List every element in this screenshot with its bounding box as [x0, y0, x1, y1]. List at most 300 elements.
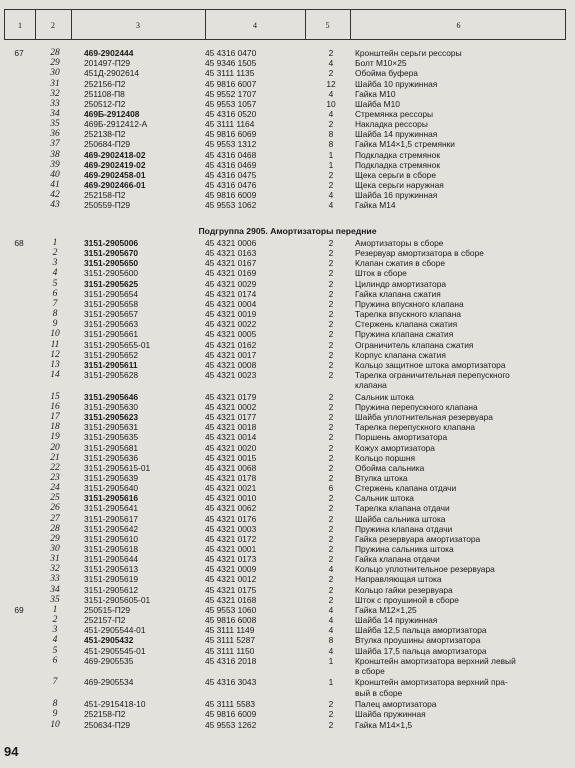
item-number: 17 [50, 412, 60, 422]
table-row [0, 109, 575, 119]
header-col-1: 1 [18, 21, 22, 30]
quantity: 2 [328, 119, 334, 130]
quantity: 2 [328, 472, 334, 483]
quantity: 2 [328, 258, 334, 269]
part-name: Подкладка стремянок [355, 149, 440, 160]
quantity: 2 [328, 442, 334, 453]
quantity: 2 [328, 719, 334, 730]
table-header [4, 9, 566, 40]
quantity: 12 [326, 78, 336, 89]
item-number: 38 [50, 149, 60, 160]
catalog-code: 45 4321 0019 [205, 309, 257, 319]
catalog-code: 45 4321 0173 [205, 554, 257, 565]
part-number: 3151-2905612 [84, 584, 139, 595]
catalog-code: 45 4321 0174 [205, 288, 257, 299]
table-row [0, 595, 575, 605]
subgroup-title: Подгруппа 2905. Амортизаторы передние [198, 226, 377, 236]
part-name: Стержень клапана сжатия [355, 319, 458, 330]
table-row [0, 258, 575, 268]
catalog-code: 45 4321 0168 [205, 594, 257, 605]
part-number: 3151-2905617 [84, 513, 139, 524]
quantity: 4 [328, 564, 334, 575]
item-number: 39 [50, 159, 60, 170]
part-number: 3151-2905615-01 [84, 462, 151, 473]
table-row [0, 129, 575, 139]
part-name: Щека серьги наружная [355, 180, 444, 190]
quantity: 2 [328, 523, 334, 534]
part-number: 3151-2905610 [84, 533, 139, 544]
item-number: 40 [50, 169, 60, 180]
quantity: 2 [328, 268, 334, 279]
table-row [0, 524, 575, 534]
catalog-code: 45 4316 0470 [205, 48, 257, 58]
table-row [0, 677, 575, 687]
table-row [0, 99, 575, 109]
part-number: 3151-2905657 [84, 309, 139, 319]
item-number: 14 [50, 369, 60, 380]
catalog-code: 45 4321 0017 [205, 349, 257, 360]
item-number: 13 [50, 359, 60, 370]
part-number: 469-2902444 [84, 48, 134, 58]
part-name: Шайба пружинная [355, 709, 426, 720]
table-row [0, 473, 575, 483]
part-number: 250634-П29 [84, 719, 131, 730]
part-number: 3151-2905631 [84, 422, 139, 433]
part-number: 3151-2905625 [84, 278, 139, 289]
catalog-code: 45 9816 6009 [205, 709, 257, 720]
quantity: 2 [328, 462, 334, 473]
catalog-code: 45 9816 6007 [205, 78, 257, 89]
item-number: 8 [52, 699, 58, 710]
item-number: 3 [52, 625, 58, 636]
item-number: 5 [52, 278, 58, 289]
item-number: 24 [50, 483, 60, 494]
catalog-code: 45 4321 0020 [205, 442, 257, 453]
catalog-code: 45 4321 0003 [205, 523, 257, 534]
part-number: 3151-2905661 [84, 329, 139, 340]
part-number: 451-2905544-01 [84, 625, 146, 636]
part-number: 469-2902419-02 [84, 159, 146, 170]
quantity: 1 [328, 677, 334, 688]
table-row [0, 170, 575, 180]
quantity: 4 [328, 200, 334, 211]
table-row [0, 605, 575, 615]
table-row [0, 709, 575, 719]
part-name: Пружина сальника штока [355, 544, 454, 554]
table-row [0, 534, 575, 544]
part-name: Амортизаторы в сборе [355, 238, 444, 248]
part-number: 3151-2905652 [84, 349, 139, 360]
quantity: 4 [328, 58, 334, 69]
catalog-code: 45 4321 0009 [205, 564, 257, 575]
part-name: Пружина клапана сжатия [355, 329, 454, 340]
quantity: 2 [328, 298, 334, 309]
table-row [0, 503, 575, 513]
part-number: 3151-2905613 [84, 564, 139, 575]
part-name: Шайба М10 [355, 98, 400, 109]
catalog-code: 45 4321 0006 [205, 238, 257, 248]
part-number: 250512-П2 [84, 98, 126, 109]
table-row [0, 58, 575, 68]
part-name: Шайба 14 пружинная [355, 129, 438, 140]
part-number: 252158-П2 [84, 709, 126, 720]
catalog-code: 45 4321 0029 [205, 278, 257, 289]
part-number: 252138-П2 [84, 129, 126, 140]
catalog-code: 45 4321 0167 [205, 258, 257, 269]
quantity: 2 [328, 493, 334, 504]
part-number: 3151-2905650 [84, 258, 139, 269]
table-row [0, 340, 575, 350]
catalog-code: 45 9346 1505 [205, 58, 257, 69]
table-row [0, 564, 575, 574]
item-number: 32 [50, 564, 60, 575]
part-number: 251108-П8 [84, 88, 125, 99]
item-number: 33 [50, 98, 60, 109]
part-name: Сальник штока [355, 493, 414, 504]
header-col-4: 4 [253, 21, 257, 30]
part-number: 3151-2905616 [84, 493, 139, 504]
part-name: Сальник штока [355, 391, 414, 402]
item-number: 29 [50, 58, 60, 69]
catalog-code: 45 4321 0062 [205, 503, 257, 514]
catalog-code: 45 4321 0002 [205, 401, 257, 412]
part-name: Шайба уплотнительная резервуара [355, 412, 493, 422]
item-number: 15 [50, 391, 60, 402]
catalog-code: 45 4321 0172 [205, 533, 257, 544]
item-number: 33 [50, 574, 60, 585]
part-number: 469Б-2912408 [84, 108, 140, 119]
part-name: Болт М10×25 [355, 58, 407, 69]
item-number: 12 [50, 349, 60, 360]
part-number: 3151-2905642 [84, 523, 139, 534]
part-name: Пружина клапана отдачи [355, 523, 453, 534]
item-number: 37 [50, 139, 60, 150]
catalog-code: 45 4321 0176 [205, 513, 257, 524]
table-row [0, 248, 575, 258]
quantity: 4 [328, 615, 334, 625]
item-number: 36 [50, 129, 60, 140]
table-row [0, 160, 575, 170]
quantity: 2 [328, 513, 334, 524]
quantity: 2 [328, 452, 334, 463]
catalog-code: 45 9816 6008 [205, 615, 257, 625]
item-number: 28 [50, 523, 60, 534]
table-row [0, 200, 575, 210]
part-name: Гайка М14×1,5 стремянки [355, 139, 455, 150]
item-number: 8 [52, 309, 58, 319]
quantity: 8 [328, 139, 334, 150]
table-row [0, 268, 575, 278]
part-number: 3151-2905641 [84, 503, 139, 514]
catalog-code: 45 3111 5583 [205, 699, 255, 710]
item-number: 42 [50, 190, 60, 201]
part-number: 3151-2905006 [84, 238, 139, 248]
catalog-code: 45 4321 0068 [205, 462, 257, 473]
item-number: 35 [50, 119, 60, 130]
catalog-code: 45 3111 1150 [205, 645, 255, 656]
group-number: 68 [14, 238, 24, 248]
part-number: 451-2905432 [84, 635, 134, 646]
part-number: 252156-П2 [84, 78, 126, 89]
item-number: 34 [50, 584, 60, 595]
part-name: Кронштейн амортизатора верхний левый [355, 655, 516, 666]
part-name: Обойма буфера [355, 68, 418, 79]
item-number: 1 [52, 238, 58, 248]
part-name: Шайба 12,5 пальца амортизатора [355, 625, 487, 636]
part-number: 252157-П2 [84, 615, 126, 625]
part-name: Тарелка перепускного клапана [355, 422, 476, 433]
quantity: 2 [328, 594, 334, 605]
part-number: 3151-2905655-01 [84, 339, 151, 350]
catalog-code: 45 4321 0169 [205, 268, 257, 279]
quantity: 2 [328, 359, 334, 370]
part-number: 469-2902458-01 [84, 169, 146, 180]
part-number: 469-2905534 [84, 677, 134, 688]
table-row [0, 544, 575, 554]
table-row [0, 432, 575, 442]
part-number: 250684-П29 [84, 139, 131, 150]
quantity: 2 [328, 288, 334, 299]
table-row [0, 615, 575, 625]
part-name: Пружина перепускного клапана [355, 401, 478, 412]
catalog-code: 45 3111 5287 [205, 635, 255, 646]
table-row [0, 190, 575, 200]
table-row [0, 514, 575, 524]
quantity: 4 [328, 88, 334, 99]
quantity: 4 [328, 190, 334, 201]
catalog-code: 45 3111 1164 [205, 119, 255, 130]
part-number: 3151-2905654 [84, 288, 139, 299]
item-number: 35 [50, 594, 60, 605]
table-row [0, 279, 575, 289]
part-number: 3151-2905619 [84, 574, 139, 585]
table-row [0, 360, 575, 370]
catalog-code: 45 9816 6069 [205, 129, 257, 140]
part-number: 252158-П2 [84, 190, 126, 201]
table-row [0, 720, 575, 730]
item-number: 10 [50, 719, 60, 730]
part-number: 3151-2905639 [84, 472, 139, 483]
catalog-code: 45 4321 0012 [205, 574, 257, 585]
table-row [0, 319, 575, 329]
part-number: 3151-2905611 [84, 359, 138, 370]
item-number: 16 [50, 401, 60, 412]
table-row [0, 299, 575, 309]
part-name: Шайба 17,5 пальца амортизатора [355, 645, 487, 656]
part-number: 3151-2905628 [84, 369, 139, 380]
item-number: 20 [50, 442, 60, 453]
quantity: 2 [328, 339, 334, 350]
part-number: 3151-2905681 [84, 442, 139, 453]
catalog-code: 45 3111 1149 [205, 625, 255, 636]
quantity: 2 [328, 169, 334, 180]
item-number: 30 [50, 544, 60, 554]
item-number: 25 [50, 493, 60, 504]
catalog-code: 45 3111 1135 [205, 68, 255, 79]
catalog-code: 45 4321 0005 [205, 329, 257, 340]
quantity: 2 [328, 699, 334, 710]
quantity: 2 [328, 391, 334, 402]
catalog-code: 45 4321 0022 [205, 319, 257, 330]
quantity: 2 [328, 412, 334, 422]
quantity: 4 [328, 108, 334, 119]
catalog-code: 45 4321 0008 [205, 359, 257, 370]
item-number: 3 [52, 258, 58, 269]
part-number: 451-2915418-10 [84, 699, 146, 710]
item-number: 28 [50, 48, 60, 58]
quantity: 1 [328, 149, 334, 160]
catalog-code: 45 4321 0023 [205, 369, 257, 380]
item-number: 4 [52, 268, 58, 279]
part-number: 3151-2905670 [84, 248, 139, 259]
part-number: 3151-2905636 [84, 452, 139, 463]
part-name-continuation: вый в сборе [355, 687, 403, 698]
item-number: 2 [52, 248, 58, 259]
part-name: Гайка клапана отдачи [355, 554, 440, 565]
part-name: Стремянка рессоры [355, 108, 434, 119]
part-name: Гайка М12×1,25 [355, 604, 417, 615]
item-number: 29 [50, 533, 60, 544]
item-number: 27 [50, 513, 60, 524]
table-row [0, 402, 575, 412]
quantity: 4 [328, 604, 334, 615]
catalog-code: 45 4316 0475 [205, 169, 257, 180]
part-name: Щека серьги в сборе [355, 169, 437, 180]
part-name: Шайба сальника штока [355, 513, 446, 524]
quantity: 1 [328, 159, 334, 170]
part-number: 3151-2905630 [84, 401, 139, 412]
item-number: 9 [52, 319, 58, 330]
header-col-5: 5 [325, 21, 330, 30]
quantity: 2 [328, 329, 334, 340]
item-number: 31 [50, 78, 60, 89]
part-name: Накладка рессоры [355, 119, 428, 130]
part-name: Гайка М14×1,5 [355, 719, 413, 730]
part-number: 451Д-2902614 [84, 68, 140, 79]
table-row [0, 493, 575, 503]
part-number: 469-2905535 [84, 655, 134, 666]
quantity: 2 [328, 309, 334, 319]
part-name: Шайба 14 пружинная [355, 615, 438, 625]
item-number: 43 [50, 200, 60, 211]
table-row [0, 309, 575, 319]
quantity: 8 [328, 635, 334, 646]
table-row [0, 392, 575, 402]
table-row [0, 483, 575, 493]
part-name: Поршень амортизатора [355, 432, 448, 443]
part-name-continuation: клапана [355, 380, 387, 391]
catalog-code: 45 4316 2018 [205, 655, 257, 666]
part-name: Кольцо поршня [355, 452, 416, 463]
table-row [0, 646, 575, 656]
catalog-code: 45 4321 0015 [205, 452, 257, 463]
catalog-code: 45 9552 1707 [205, 88, 257, 99]
part-name: Шайба 16 пружинная [355, 190, 438, 201]
table-row [0, 68, 575, 78]
quantity: 2 [328, 401, 334, 412]
item-number: 30 [50, 68, 60, 79]
catalog-code: 45 4316 0469 [205, 159, 257, 170]
table-row [0, 289, 575, 299]
catalog-code: 45 4321 0162 [205, 339, 257, 350]
catalog-code: 45 4321 0021 [205, 483, 257, 494]
table-row [0, 554, 575, 564]
part-name: Пружина впускного клапана [355, 298, 464, 309]
table-row [0, 625, 575, 635]
quantity: 6 [328, 483, 334, 494]
part-name: Корпус клапана сжатия [355, 349, 446, 360]
item-number: 21 [50, 452, 60, 463]
quantity: 2 [328, 68, 334, 79]
table-row [0, 635, 575, 645]
part-number: 3151-2905605-01 [84, 594, 151, 605]
part-number: 3151-2905640 [84, 483, 139, 494]
quantity: 2 [328, 349, 334, 360]
item-number: 18 [50, 422, 60, 433]
item-number: 6 [52, 655, 58, 666]
part-name: Подкладка стремянок [355, 159, 440, 170]
item-number: 41 [50, 180, 60, 190]
part-name: Палец амортизатора [355, 699, 437, 710]
part-name: Шайба 10 пружинная [355, 78, 438, 89]
catalog-code: 45 9553 1312 [205, 139, 257, 150]
catalog-code: 45 9553 1060 [205, 604, 257, 615]
catalog-code: 45 9553 1062 [205, 200, 257, 211]
catalog-code: 45 4321 0179 [205, 391, 257, 402]
catalog-code: 45 4321 0018 [205, 422, 257, 433]
item-number: 9 [52, 709, 58, 720]
part-number: 469-2902418-02 [84, 149, 146, 160]
catalog-code: 45 4316 0520 [205, 108, 257, 119]
part-number: 3151-2905658 [84, 298, 139, 309]
item-number: 7 [52, 298, 58, 309]
item-number: 2 [52, 615, 58, 625]
part-name: Кронштейн серьги рессоры [355, 48, 462, 58]
part-number: 3151-2905618 [84, 544, 139, 554]
header-col-6: 6 [456, 21, 461, 30]
quantity: 2 [328, 248, 334, 259]
part-name: Шток в сборе [355, 268, 407, 279]
part-name: Обойма сальника [355, 462, 425, 473]
table-row [0, 350, 575, 360]
table-row [0, 150, 575, 160]
quantity: 4 [328, 645, 334, 656]
part-name: Гайка М10 [355, 88, 396, 99]
quantity: 2 [328, 709, 334, 720]
quantity: 8 [328, 129, 334, 140]
part-name: Тарелка ограничительная перепускного [355, 369, 510, 380]
catalog-code: 45 4316 0468 [205, 149, 257, 160]
item-number: 10 [50, 329, 60, 340]
part-name: Втулка штока [355, 472, 408, 483]
table-row [0, 412, 575, 422]
part-name: Кожух амортизатора [355, 442, 435, 453]
item-number: 4 [52, 635, 58, 646]
quantity: 2 [328, 422, 334, 433]
part-name: Тарелка клапана отдачи [355, 503, 450, 514]
part-name: Кронштейн амортизатора верхний пра- [355, 677, 508, 688]
header-col-3: 3 [136, 21, 140, 30]
part-number: 451-2905545-01 [84, 645, 146, 656]
part-number: 3151-2905600 [84, 268, 139, 279]
table-row [0, 443, 575, 453]
catalog-code: 45 4321 0010 [205, 493, 257, 504]
catalog-code: 45 4321 0178 [205, 472, 257, 483]
part-name-continuation: в сборе [355, 665, 385, 676]
table-row [0, 180, 575, 190]
table-row [0, 238, 575, 248]
quantity: 2 [328, 319, 334, 330]
